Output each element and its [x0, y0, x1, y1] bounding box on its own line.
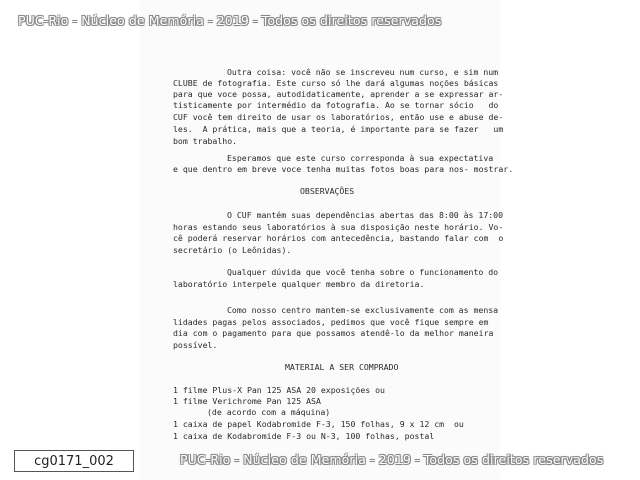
watermark-bottom: PUC-Rio - Núcleo de Memória - 2019 - Todos os direitos reservados — [180, 452, 604, 467]
text-line: Como nosso centro mantem-se exclusivamente com as mensa — [227, 305, 499, 315]
list-item: 1 filme Verichrome Pan 125 ASA — [173, 396, 321, 406]
document-id-label — [14, 450, 134, 472]
text-line: possível. — [173, 340, 218, 350]
list-item: 1 filme Plus-X Pan 125 ASA 20 exposições ou — [173, 385, 385, 395]
section-heading-observacoes: OBSERVAÇÕES — [300, 186, 355, 196]
text-line: secretário (o Leônidas). — [173, 245, 292, 255]
text-line: dia com o pagamento para que possamos atendê-lo da melhor maneira — [173, 328, 494, 338]
list-item: 1 caixa de papel Kodabromide F-3, 150 folhas, 9 x 12 cm ou — [173, 419, 464, 429]
section-heading-material: MATERIAL A SER COMPRADO — [285, 362, 399, 372]
text-line: CUF você tem direito de usar os laboratórios, então use e abuse de- — [173, 112, 504, 122]
text-line: laboratório interpele qualquer membro da diretoria. — [173, 279, 425, 289]
document-id-text: cg0171_002 — [34, 453, 114, 469]
text-line: e que dentro em breve voce tenha muitas fotos boas para nos- mostrar. — [173, 164, 514, 174]
text-line: Outra coisa: você não se inscreveu num curso, e sim num — [227, 67, 499, 77]
list-item: (de acordo com a máquina) — [207, 407, 331, 417]
text-line: CLUBE de fotografia. Este curso só lhe dará algumas noções básicas — [173, 78, 499, 88]
text-line: Esperamos que este curso corresponda à sua expectativa — [227, 153, 494, 163]
text-line: cê poderá reservar horários com antecedência, bastando falar com o — [173, 233, 504, 243]
watermark-top: PUC-Rio - Núcleo de Memória - 2019 - Todos os direitos reservados — [18, 13, 442, 28]
text-line: les. A prática, mais que a teoria, é importante para se fazer um — [173, 124, 504, 134]
text-line: O CUF mantém suas dependências abertas das 8:00 às 17:00 — [227, 210, 504, 220]
text-line: Qualquer dúvida que você tenha sobre o funcionamento do — [227, 267, 499, 277]
text-line: bom trabalho. — [173, 136, 238, 146]
text-line: lidades pagas pelos associados, pedimos que você fique sempre em — [173, 317, 489, 327]
list-item: 1 caixa de Kodabromide F-3 ou N-3, 100 folhas, postal — [173, 431, 435, 441]
text-line: horas estando seus laboratórios à sua disposição neste horário. Vo- — [173, 222, 504, 232]
text-line: tisticamente por intermédio da fotografia. Ao se tornar sócio do — [173, 100, 499, 110]
text-line: para que voce possa, autodidaticamente, aprender a se expressar ar- — [173, 89, 504, 99]
